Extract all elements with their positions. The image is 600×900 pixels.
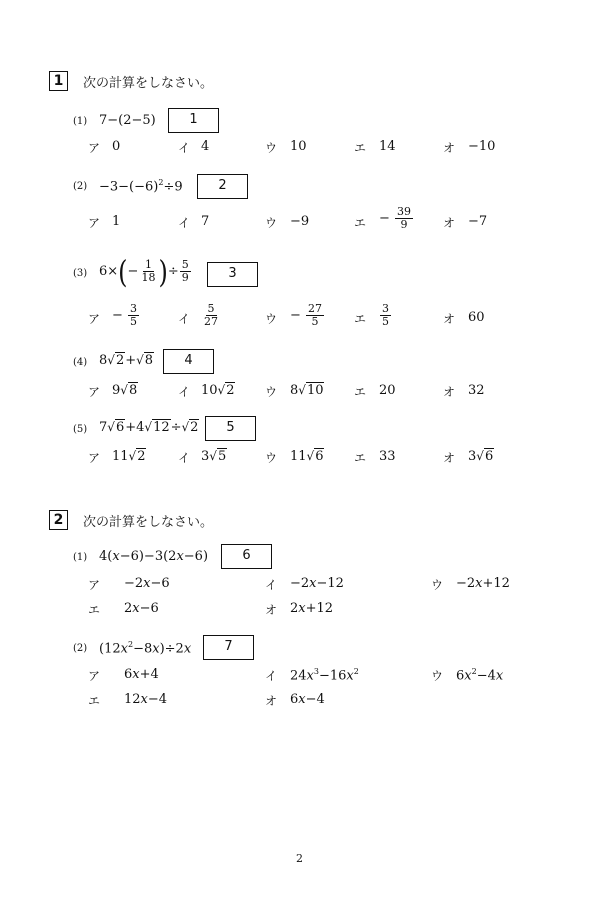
q1-5-expression: 7√6+4√12÷√2 — [99, 420, 199, 435]
choice-label: オ — [265, 694, 278, 708]
answer-box-5: 5 — [205, 416, 256, 441]
fraction-numerator: 39 — [397, 205, 412, 218]
answer-box-2: 2 — [197, 174, 248, 199]
choice-value: 2x−6 — [124, 601, 159, 616]
choice-value: 2x+12 — [290, 601, 334, 616]
q1-3-expression: 6×(− $\frac{1}{18}$ )÷ $\frac{5}{9}$ — [99, 253, 189, 290]
q2-1-expression: 4(x−6)−3(2x−6) — [99, 549, 209, 564]
choice-value: −7 — [468, 214, 488, 229]
choice-value: 6x+4 — [124, 667, 159, 682]
radicand: 8 — [144, 353, 154, 368]
choice-label: ア — [88, 141, 101, 155]
section-2-instruction: 次の計算をしなさい。 — [83, 515, 214, 530]
choice-label: エ — [354, 141, 367, 155]
fraction-denominator: 5 — [311, 315, 319, 328]
q1-5-choices — [88, 449, 508, 469]
coefficient: 4 — [136, 420, 145, 435]
choice-value: 14 — [379, 139, 396, 154]
choice-label: ア — [88, 216, 101, 230]
choice-label: イ — [265, 669, 278, 683]
radicand: 6 — [315, 449, 324, 464]
choice-radical: 11√6 — [290, 449, 324, 464]
choice-value: 6x−4 — [290, 692, 325, 707]
fraction-numerator: 3 — [382, 302, 389, 315]
fraction-denominator: 18 — [141, 271, 156, 284]
choice-value: 10 — [290, 139, 307, 154]
coefficient: 7 — [99, 420, 108, 435]
choice-value: −10 — [468, 139, 496, 154]
choice-fraction — [379, 206, 414, 231]
fraction-sign: − — [127, 264, 139, 279]
choice-label: イ — [178, 141, 191, 155]
choice-label: ア — [88, 578, 101, 592]
radicand: 2 — [115, 353, 125, 368]
section-1-instruction: 次の計算をしなさい。 — [83, 76, 214, 91]
choice-label: ウ — [265, 385, 278, 399]
choice-label: ウ — [265, 216, 278, 230]
choice-label: ウ — [265, 312, 278, 326]
choice-value: 20 — [379, 383, 396, 398]
choice-label: エ — [354, 216, 367, 230]
choice-label: エ — [354, 312, 367, 326]
choice-label: イ — [265, 578, 278, 592]
choice-label: ア — [88, 669, 101, 683]
fraction-numerator: 1 — [144, 258, 152, 271]
choice-fraction — [201, 303, 221, 328]
choice-label: ウ — [431, 578, 444, 592]
choice-label: オ — [443, 385, 456, 399]
choice-label: イ — [178, 216, 191, 230]
choice-radical: 3√5 — [201, 449, 227, 464]
choice-value: 12x−4 — [124, 692, 168, 707]
fraction-denominator: 9 — [400, 218, 408, 231]
fraction-sign: − — [112, 308, 123, 323]
choice-value: −9 — [290, 214, 310, 229]
coefficient: 8 — [290, 383, 299, 398]
answer-box-1: 1 — [168, 108, 219, 133]
q2-2-choices — [88, 667, 528, 712]
fraction-sign: − — [379, 211, 390, 226]
radicand: 2 — [226, 383, 235, 398]
radicand: 5 — [217, 449, 227, 464]
choice-value: −2x−6 — [124, 576, 170, 591]
q1-1-number: (1) — [73, 116, 88, 127]
choice-radical: 3√6 — [468, 449, 494, 464]
choice-label: エ — [88, 603, 101, 617]
radicand: 6 — [484, 449, 494, 464]
q1-4-choices — [88, 383, 508, 403]
radicand: 6 — [115, 420, 125, 435]
choice-radical: 8√10 — [290, 383, 324, 398]
fraction-numerator: 5 — [207, 302, 215, 315]
choice-value: −2x+12 — [456, 576, 510, 591]
choice-value: 7 — [201, 214, 210, 229]
coefficient: 10 — [201, 383, 218, 398]
choice-label: ウ — [265, 141, 278, 155]
choice-label: ウ — [265, 451, 278, 465]
coefficient: 3 — [468, 449, 477, 464]
q1-3-number: (3) — [73, 268, 88, 279]
q2-2-number: (2) — [73, 643, 88, 654]
choice-value: 1 — [112, 214, 121, 229]
answer-box-6: 6 — [221, 544, 272, 569]
q2-1-choices — [88, 576, 528, 621]
radicand: 8 — [128, 383, 138, 398]
choice-label: ア — [88, 385, 101, 399]
choice-value: −2x−12 — [290, 576, 344, 591]
fraction-denominator: 5 — [382, 315, 389, 328]
fraction-numerator: 27 — [308, 302, 323, 315]
fraction-sign: − — [290, 308, 301, 323]
q1-1-expression: 7−(2−5) — [99, 113, 156, 128]
choice-label: オ — [443, 451, 456, 465]
choice-fraction — [112, 303, 140, 328]
choice-fraction — [379, 303, 392, 328]
choice-label: ウ — [431, 669, 444, 683]
q1-2-number: (2) — [73, 181, 88, 192]
coefficient: 8 — [99, 353, 108, 368]
answer-box-7: 7 — [203, 635, 254, 660]
coefficient: 11 — [290, 449, 307, 464]
choice-label: オ — [443, 216, 456, 230]
choice-label: オ — [265, 603, 278, 617]
coefficient: 3 — [201, 449, 210, 464]
choice-label: ア — [88, 451, 101, 465]
choice-label: オ — [443, 312, 456, 326]
answer-box-3: 3 — [207, 262, 258, 287]
coefficient: 11 — [112, 449, 129, 464]
choice-label: エ — [88, 694, 101, 708]
q2-1-number: (1) — [73, 552, 88, 563]
q1-2-choices — [88, 205, 508, 242]
q1-4-expression: 8√2+√8 — [99, 353, 154, 368]
choice-value: 32 — [468, 383, 485, 398]
choice-label: エ — [354, 385, 367, 399]
choice-value: $24x^3-16x^2$ — [290, 667, 359, 684]
choice-fraction — [290, 303, 325, 328]
page-number: 2 — [296, 852, 303, 865]
expr-part: ÷ — [167, 264, 179, 279]
coefficient: 9 — [112, 383, 121, 398]
operator: ÷ — [170, 420, 182, 435]
choice-label: オ — [443, 141, 456, 155]
operator: + — [125, 353, 137, 368]
choice-value: 4 — [201, 139, 210, 154]
fraction-denominator: 5 — [130, 315, 138, 328]
section-2-number: 2 — [49, 510, 68, 530]
q1-2-expression — [99, 178, 183, 194]
section-1-number: 1 — [49, 71, 68, 91]
fraction-numerator: 5 — [181, 258, 189, 271]
expr-part: 6× — [99, 264, 119, 279]
choice-label: イ — [178, 451, 191, 465]
q1-3-choices — [88, 303, 508, 333]
choice-value: 0 — [112, 139, 121, 154]
choice-label: イ — [178, 312, 191, 326]
fraction-denominator: 27 — [204, 315, 218, 328]
q1-4-number: (4) — [73, 357, 88, 368]
choice-value: 33 — [379, 449, 396, 464]
choice-value: $6x^2-4x$ — [456, 667, 504, 684]
radicand: 10 — [306, 383, 324, 398]
radicand: 2 — [190, 420, 199, 435]
exponent: 2 — [158, 178, 164, 187]
q1-5-number: (5) — [73, 424, 88, 435]
radicand: 2 — [137, 449, 146, 464]
fraction-numerator: 3 — [130, 302, 138, 315]
operator: + — [125, 420, 137, 435]
choice-label: ア — [88, 312, 101, 326]
choice-radical: 10√2 — [201, 383, 235, 398]
expr-part: ÷9 — [163, 179, 183, 195]
choice-radical: 9√8 — [112, 383, 138, 398]
q2-2-expression: $(12x^2-8x)\div 2x$ — [99, 640, 192, 657]
choice-value: 60 — [468, 310, 485, 325]
choice-label: イ — [178, 385, 191, 399]
radicand: 12 — [153, 420, 170, 435]
choice-label: エ — [354, 451, 367, 465]
fraction-denominator: 9 — [181, 271, 189, 284]
choice-radical: 11√2 — [112, 449, 146, 464]
answer-box-4: 4 — [163, 349, 214, 374]
expr-part: −3−(−6) — [99, 179, 159, 195]
